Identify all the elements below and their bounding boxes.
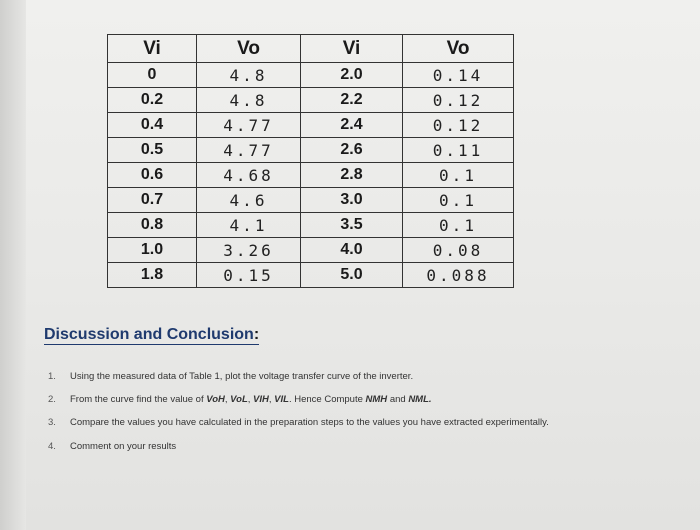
item-number: 2. (48, 394, 56, 405)
table-cell: 2.4 (301, 113, 403, 138)
item-text: and (389, 394, 406, 405)
table-cell-handwritten: 4.6 (197, 188, 301, 213)
list-item (48, 371, 608, 383)
item-number: 4. (48, 441, 56, 452)
table-cell-handwritten: 0.15 (197, 263, 301, 288)
table-cell-handwritten: 3.26 (197, 238, 301, 263)
table-cell: 1.8 (108, 263, 197, 288)
table-cell: 0.6 (108, 163, 197, 188)
term-nml: NML. (408, 394, 432, 405)
table-cell: 0.2 (108, 88, 197, 113)
table-cell-handwritten: 0.11 (403, 138, 514, 163)
table-cell-handwritten: 4.77 (197, 113, 301, 138)
term-vil: VIL (274, 394, 289, 405)
table-row (108, 188, 514, 213)
section-title: Discussion and Conclusion (44, 326, 254, 343)
list-item (48, 417, 608, 429)
list-item (48, 441, 608, 453)
header-vi: Vi (301, 35, 403, 63)
table-cell: 0.4 (108, 113, 197, 138)
term-nmh: NMH (365, 394, 388, 405)
table-cell: 3.5 (301, 213, 403, 238)
page-shadow (0, 0, 26, 530)
table-cell-handwritten: 4.68 (197, 163, 301, 188)
item-number: 1. (48, 371, 56, 382)
item-text: Using the measured data of Table 1, plot the voltage transfer curve of the inverter. (70, 371, 414, 382)
table-cell: 2.0 (301, 63, 403, 88)
table-row (108, 163, 514, 188)
item-text: From the curve find the value of (70, 394, 204, 405)
table-row (108, 113, 514, 138)
table-body (108, 63, 514, 288)
table-cell: 5.0 (301, 263, 403, 288)
table-cell: 2.6 (301, 138, 403, 163)
item-text: Comment on your results (70, 441, 177, 452)
table-cell-handwritten: 0.1 (403, 188, 514, 213)
table-row (108, 238, 514, 263)
table-cell: 0 (108, 63, 197, 88)
table-cell-handwritten: 4.8 (197, 63, 301, 88)
table-cell: 4.0 (301, 238, 403, 263)
term-vih: VIH (253, 394, 269, 405)
list-item: 2. From the curve find the value of VoH, VoL, VIH, VIL. Hence Compute NMH and NML. (48, 394, 432, 405)
table-cell-handwritten: 0.088 (403, 263, 514, 288)
header-vo: Vo (403, 35, 514, 63)
measurement-table (107, 34, 514, 288)
section-heading (44, 326, 259, 345)
table-cell-handwritten: 4.1 (197, 213, 301, 238)
section-colon: : (253, 326, 260, 343)
table-cell: 0.8 (108, 213, 197, 238)
question-list (48, 371, 608, 464)
table-cell-handwritten: 0.12 (403, 113, 514, 138)
table-row (108, 213, 514, 238)
table-cell: 2.8 (301, 163, 403, 188)
table-cell: 3.0 (301, 188, 403, 213)
table-row (108, 63, 514, 88)
table-row (108, 138, 514, 163)
item-number: 3. (48, 417, 56, 428)
item-text: Hence Compute (294, 394, 363, 405)
table-cell-handwritten: 0.1 (403, 213, 514, 238)
table-cell-handwritten: 0.14 (403, 63, 514, 88)
table-cell: 2.2 (301, 88, 403, 113)
table-cell-handwritten: 4.8 (197, 88, 301, 113)
term-voh: VoH (206, 394, 225, 405)
item-text: Compare the values you have calculated in the preparation steps to the values you have extracted experimentally. (70, 417, 549, 428)
table-row (108, 263, 514, 288)
table-cell: 0.5 (108, 138, 197, 163)
header-vi: Vi (108, 35, 197, 63)
table-cell: 0.7 (108, 188, 197, 213)
table-row (108, 88, 514, 113)
term-vol: VoL (230, 394, 248, 405)
table-cell-handwritten: 0.12 (403, 88, 514, 113)
table-header-row (108, 35, 514, 63)
table-cell-handwritten: 0.08 (403, 238, 514, 263)
table-cell-handwritten: 0.1 (403, 163, 514, 188)
header-vo: Vo (197, 35, 301, 63)
table-cell-handwritten: 4.77 (197, 138, 301, 163)
table-cell: 1.0 (108, 238, 197, 263)
